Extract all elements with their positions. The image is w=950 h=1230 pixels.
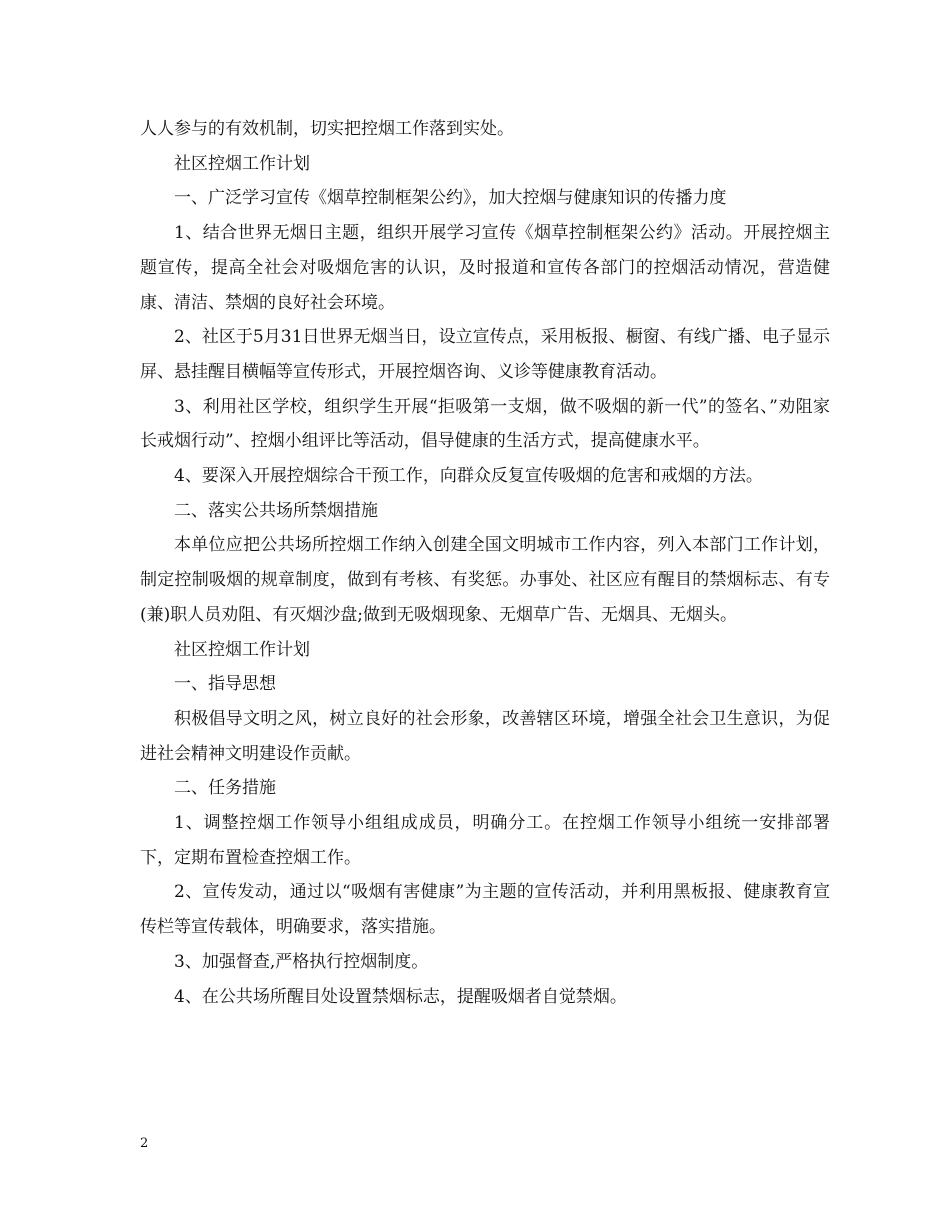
- section-title: 社区控烟工作计划: [174, 153, 310, 174]
- list-item: 4、要深入开展控烟综合干预工作，向群众反复宣传吸烟的危害和戒烟的方法。: [174, 466, 763, 487]
- list-item: 1、结合世界无烟日主题，组织开展学习宣传《烟草控制框架公约》活动。开展控烟主题宣传，提高全社会对吸烟危害的认识，及时报道和宣传各部门的控烟活动情况，营造健康、清洁、禁烟的良好社会环境。: [140, 223, 830, 313]
- section-heading: 二、任务措施: [174, 778, 276, 799]
- paragraph-continuation: 人人参与的有效机制，切实把控烟工作落到实处。: [140, 119, 514, 139]
- document-body: [140, 112, 830, 1014]
- list-item: 4、在公共场所醒目处设置禁烟标志，提醒吸烟者自觉禁烟。: [174, 986, 627, 1007]
- list-item: 3、加强督查,严格执行控烟制度。: [174, 951, 429, 972]
- page-number: 2: [140, 1136, 149, 1151]
- list-item: 2、宣传发动，通过以“吸烟有害健康”为主题的宣传活动，并利用黑板报、健康教育宣传栏等宣传载体，明确要求，落实措施。: [140, 882, 830, 938]
- list-item: 3、利用社区学校，组织学生开展“拒吸第一支烟，做不吸烟的新一代”的签名、”劝阻家长戒烟行动”、控烟小组评比等活动，倡导健康的生活方式，提高健康水平。: [140, 396, 830, 452]
- section-heading: 一、广泛学习宣传《烟草控制框架公约》，加大控烟与健康知识的传播力度: [174, 188, 727, 209]
- list-item: 1、调整控烟工作领导小组组成成员，明确分工。在控烟工作领导小组统一安排部署下，定期布置检查控烟工作。: [140, 813, 830, 868]
- list-item: 2、社区于5月31日世界无烟当日，设立宣传点，采用板报、橱窗、有线广播、电子显示屏、悬挂醒目横幅等宣传形式，开展控烟咨询、义诊等健康教育活动。: [140, 327, 830, 382]
- section-heading: 一、指导思想: [174, 674, 276, 695]
- paragraph: 积极倡导文明之风，树立良好的社会形象，改善辖区环境，增强全社会卫生意识，为促进社会精神文明建设作贡献。: [140, 708, 830, 764]
- section-heading: 二、落实公共场所禁烟措施: [174, 500, 378, 521]
- section-title: 社区控烟工作计划: [174, 639, 310, 660]
- paragraph: 本单位应把公共场所控烟工作纳入创建全国文明城市工作内容，列入本部门工作计划，制定控制吸烟的规章制度，做到有考核、有奖惩。办事处、社区应有醒目的禁烟标志、有专(兼)职人员劝阻、有灭烟沙盘;做到无吸烟现象、无烟草广告、无烟具、无烟头。: [140, 535, 830, 625]
